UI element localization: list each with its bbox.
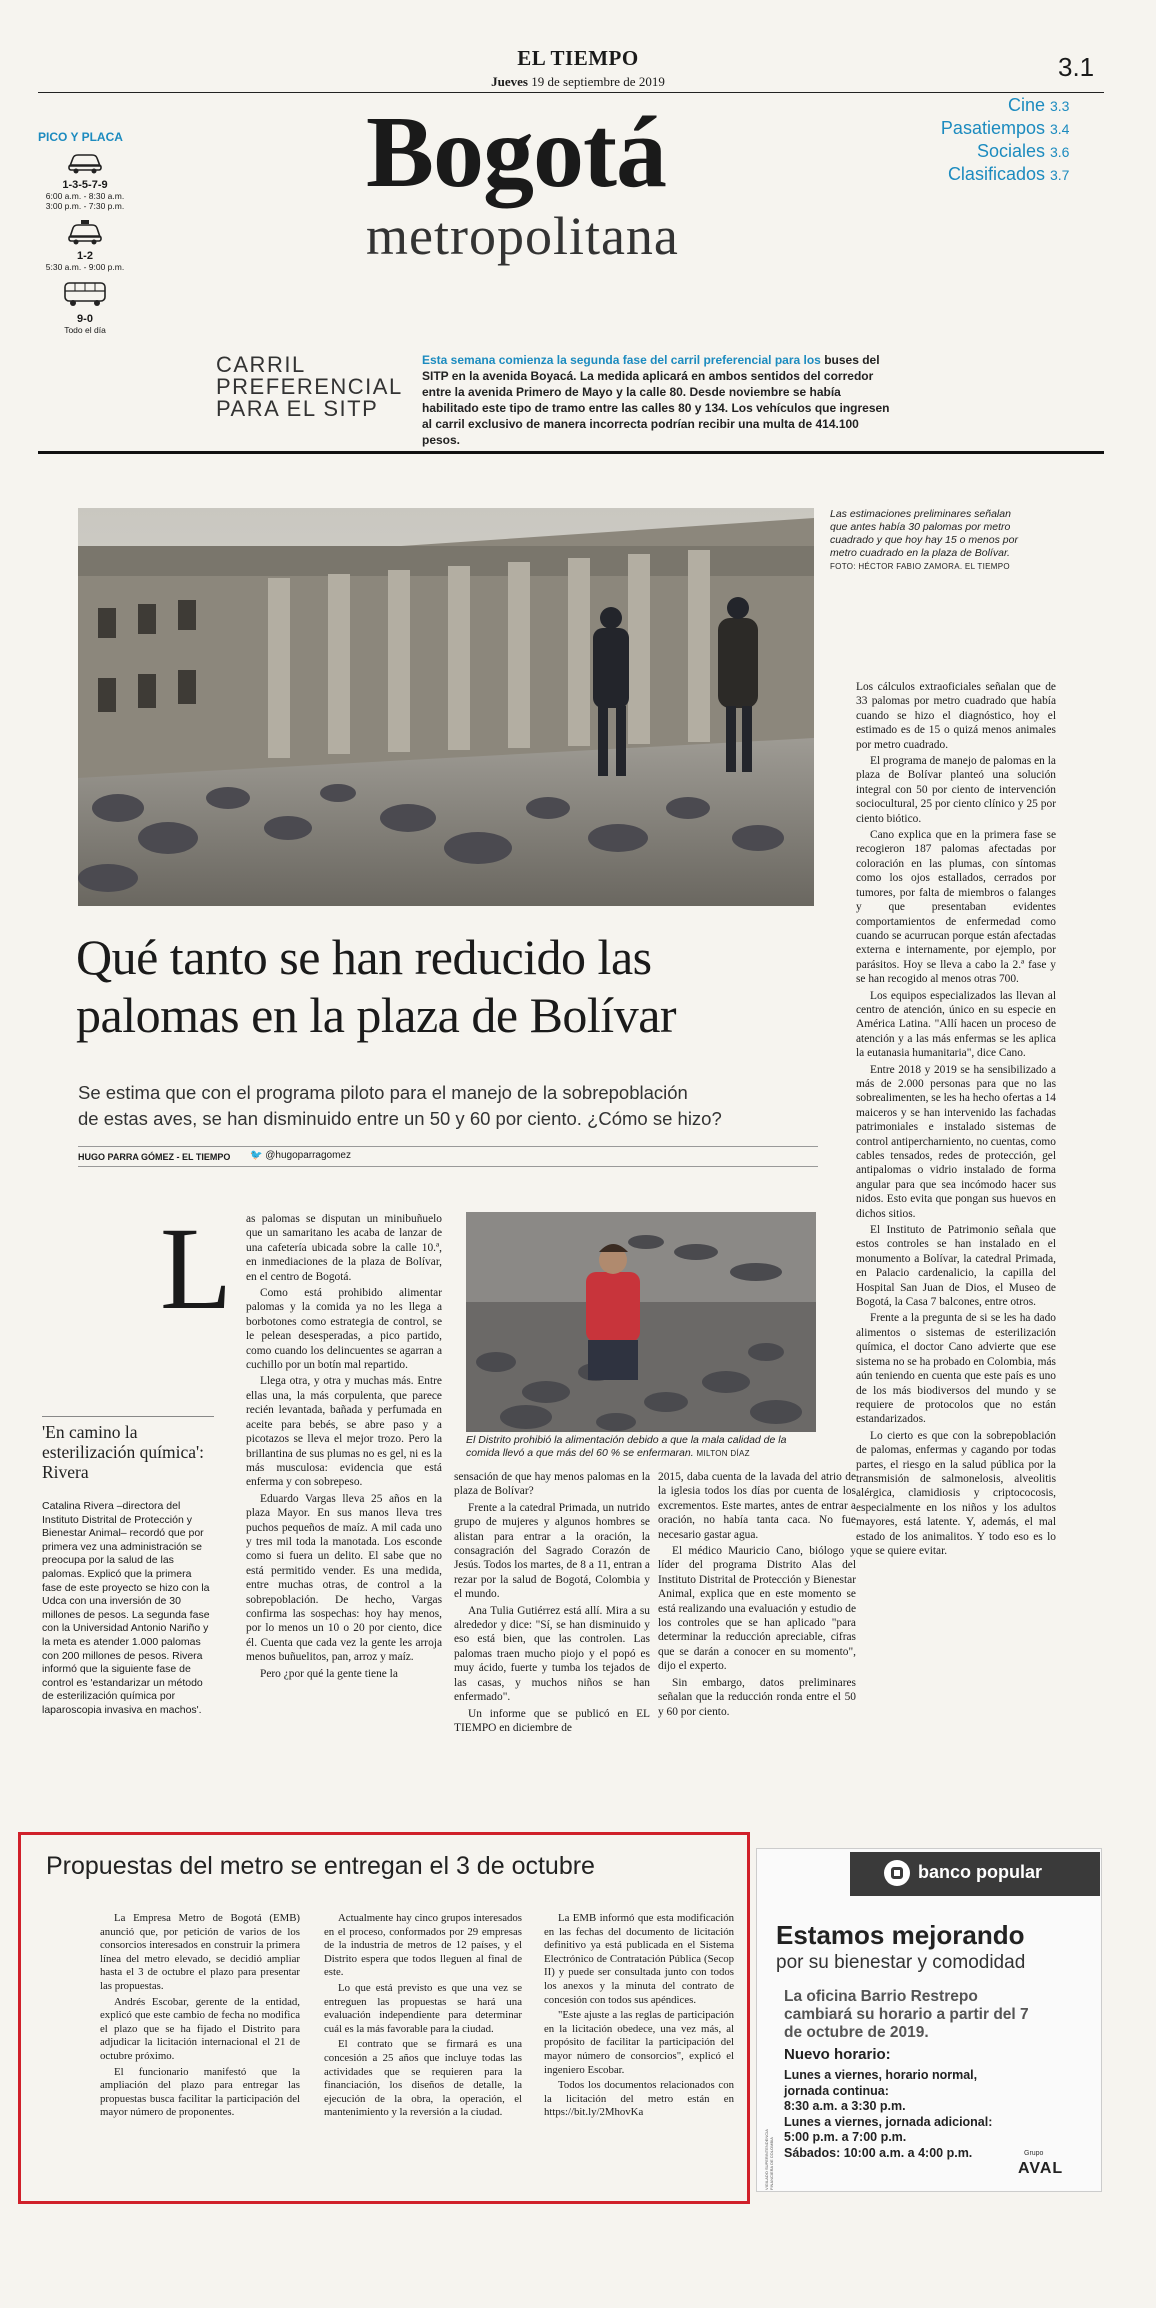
brief-kicker: CARRIL PREFERENCIAL PARA EL SITP: [216, 352, 403, 421]
index-item[interactable]: Sociales 3.6: [976, 141, 1070, 161]
section-index: [880, 94, 1080, 186]
feeding-pigeons-photo: [466, 1212, 816, 1432]
pico-y-placa: [30, 130, 140, 335]
index-item[interactable]: Cine 3.3: [1007, 95, 1070, 115]
byline-rule: [78, 1146, 818, 1147]
taxi-hours: 5:30 a.m. - 9:00 p.m.: [45, 262, 125, 272]
main-deck: Se estima que con el programa piloto para el manejo de la sobrepoblación de estas aves, se han disminuido entre un 50 y 60 por ciento. ¿Cómo se hizo?: [78, 1082, 722, 1129]
main-headline: Qué tanto se han reducido las palomas en la plaza de Bolívar: [76, 929, 677, 1043]
sidebar-body: Catalina Rivera –directora del Instituto Distrital de Protección y Bienestar Animal– recordó que por primera vez una administración se preocupa por la salud de las palomas. Explicó que la primera fase de este proyecto se hizo con la Udca con una inversión de 30 millones de pesos. La segunda fase con la Universidad Antonio Nariño y la meta es atender 1.000 palomas con 200 millones de pesos. Rivera informó que la siguiente fase de control es 'estandarizar un método de esterilización química por laparoscopia invasiva en machos'.: [42, 1500, 210, 1716]
car-hours-1: 6:00 a.m. - 8:30 a.m.: [45, 191, 125, 201]
ad-subtitle: por su bienestar y comodidad: [776, 1952, 1026, 1973]
taxi-plates: 1-2: [77, 250, 93, 262]
page-number: 3.1: [1058, 52, 1095, 82]
ad-schedule-title: Nuevo horario:: [784, 2046, 891, 2063]
story-column-b: sensación de que hay menos palomas en la plaza de Bolívar? Frente a la catedral Primada, un nutrido grupo de mujeres y algunos hombres se alistan para entrar a la oración, la consagración del Sagrado Corazón de Jesús. Todos los martes, de 8 a 11, entran a rezar por la salud de Bogotá, Colombia y el mundo. Ana Tulia Gutiérrez está allí. Mira a su alrededor y dice: "Sí, se han disminuido y eso está bien, que las controlen. Las palomas traen mucho piojo y el popó es muy ácido, fuerte y tumba los tejados de las casas, y muchos niños se han enfermado". Un informe que se publicó en EL TIEMPO en diciembre de: [454, 1471, 650, 1734]
ad-vertical-note: VIGILADO SUPERINTENDENCIA FINANCIERA DE COLOMBIA: [764, 2129, 774, 2190]
byline-rule-bottom: [78, 1166, 818, 1167]
ad-brand-name: banco popular: [918, 1862, 1043, 1882]
section-title: Bogotá: [366, 96, 666, 209]
story-column-d: Los cálculos extraoficiales señalan que de 33 palomas por metro cuadrado que había cuando se hizo el diagnóstico, hoy el estimado es de 15 o quizá menos animales por metro cuadrado. El programa de manejo de palomas en la plaza de Bolívar planteó una solución integral con 50 por ciento de intervención sociocultural, 25 por ciento clínico y 25 por ciento biótico. Cano explica que en la primera fase se recogieron 187 palomas afectadas por coloración en las plumas, con síntomas como los ojos estallados, cerrados por tumores, por falta de miembros o falanges y que presentaban evidentes comportamientos de enfermedad como cuando se acurrucan porque están afectadas externa e internamente, por ejemplo, por parásitos. Hoy se lleva a cabo la 2.ª fase y se han recogido al menos otras 700. Los equipos especializados las llevan al centro de atención, único en su especie en América Latina. "Allí hacen un proceso de atención y a las más enfermas se les aplica la eutanasia humanitaria", dice Cano. Entre 2018 y 2019 se ha sensibilizado a más de 2.000 personas para que no las sobrealimenten, se les ha hecho ofertas a 14 maiceros y se han intervenido las fachadas patrimoniales e instalado sistemas de control antipercharniento, no cuentas, como cables tensados, redes de protección, gel antipalomas o vidrio instalado de forma angular para que sea incómodo hacer sus nidos. Esto evita que pongan sus huevos en dichos sitios. El Instituto de Patrimonio señala que estos controles se han instalado en el monumento a Bolívar, la catedral Primada, en Palacio cardenalicio, la capilla del Hospital San Juan de Dios, el Museo de Bogotá, la Casa 7 balcones, entre otros. Frente a la pregunta de si se les ha dado alimentos o sistemas de esterilización química, el doctor Cano advierte que ese sistema no se ha probado en Colombia, más aún teniendo en cuenta que este país es uno de los más biodiversos del mundo y se requiere de protocolos que no están estandarizados. Lo cierto es que con la sobrepoblación de palomas, enfermas y cagando por todas partes, el riesgo en la salud pública por la transmisión de salmonelosis, alveolitis alérgica, clamidiosis y criptococosis, especialmente en los niños y los adultos mayores, está latente. Y, además, el mal estado de los animalitos. Y todo eso es lo que se quiere evitar.: [856, 681, 1056, 1557]
byline: HUGO PARRA GÓMEZ - EL TIEMPO: [78, 1152, 231, 1162]
twitter-icon: 🐦: [250, 1150, 263, 1161]
story-column-a: as palomas se disputan un minibuñuelo que un samaritano les acaba de lanzar de una cafetería ubicada sobre la calle 10.ª, en inmediaciones de la plaza de Bolívar, en el centro de Bogotá. Como está prohibido alimentar palomas y la comida ya no les llega a borbotones como estrategia de control, se le pelean desesperadas, a pico partido, como cuando los delincuentes se agarran a cuchillo por un botín mal repartido. Llega otra, y otra y muchas más. Entre ellas una, la más corpulenta, que parece recién levantada, bañada y perfumada en aceite para bebés, se abre paso y a picotazos se lleva el mejor trozo. Pero la brillantina de sus plumas no es gel, ni es la más musculosa: evidencia que está enferma y con sobrepeso. Eduardo Vargas lleva 25 años en la plaza Mayor. En sus manos lleva tres puchos pequeños de maíz. A mil cada uno y tres mil toda la manotada. Los esconde como si fuera un delito. El sabe que no está permitido vender. Es una medida, entre muchas otras, de control a la sobrepoblación. De hecho, Vargas confirma las sospechas: hoy hay menos, por lo menos un 10 o 20 por ciento, dice él. Cuenta que cada vez la gente les arroja menos buñuelitos, pan, arroz y maíz. Pero ¿por qué la gente tiene la: [246, 1213, 442, 1680]
edition-date: Jueves 19 de septiembre de 2019: [491, 74, 665, 89]
ad-schedule: Lunes a viernes, horario normal, jornada continua: 8:30 a.m. a 3:30 p.m. Lunes a viernes, jornada adicional: 5:00 p.m. a 7:00 p.m. Sábados: 10:00 a.m. a 4:00 p.m.: [784, 2068, 993, 2160]
header-rule: [38, 92, 1104, 93]
sidebar-rule: [42, 1416, 214, 1417]
inset-photo-caption: El Distrito prohibió la alimentación debido a que la mala calidad de la comida llevó a que más del 60 % se enfermaran. MILTON DÍAZ: [466, 1434, 787, 1459]
metro-column-2: Actualmente hay cinco grupos interesados en el proceso, conformados por 29 empresas de la industria de metros de 12 países, y el Distrito espera que todos lleguen al final de este. Lo que está previsto es que una vez se entreguen las propuestas se hará una evaluación independiente para determinar cuál es la más favorable para la ciudad. El contrato que se firmará es una concesión a 25 años que incluye todas las actividades que se requieren para la financiación, los diseños de detalle, la ejecución de la obra, la operación, el mantenimiento y la reversión a la ciudad.: [324, 1912, 522, 2119]
car-hours-2: 3:00 p.m. - 7:30 p.m.: [45, 201, 125, 211]
pico-y-placa-title: PICO Y PLACA: [38, 130, 123, 144]
car-icon: [66, 150, 104, 174]
dropcap: L: [160, 1203, 233, 1334]
bus-icon: [62, 280, 108, 308]
plaza-bolivar-photo: [78, 508, 814, 906]
ad-title: Estamos mejorando: [776, 1920, 1025, 1950]
paper-name: EL TIEMPO: [517, 46, 639, 70]
main-photo-caption: Las estimaciones preliminares señalan que antes había 30 palomas por metro cuadrado y que hoy hay 15 o menos por metro cuadrado en la plaza de Bolívar. FOTO: HÉCTOR FABIO ZAMORA. EL TIEMPO: [830, 508, 1018, 571]
bus-plates: 9-0: [77, 313, 93, 325]
metro-column-3: La EMB informó que esta modificación en las fechas del documento de licitación definitivo ya está publicada en el Sistema Electrónico de Contratación Pública (Secop II) y puede ser consultada junto con todos los anexos y la minuta del contrato de concesión con todos sus apéndices. "Este ajuste a las reglas de participación en la licitación obedece, una vez más, al propósito de facilitar la participación del mayor número de consorcios", explicó el ingeniero Escobar. Todos los documentos relacionados con la licitación del metro están en https://bit.ly/2MhovKa: [544, 1912, 734, 2119]
ad-notice: La oficina Barrio Restrepo cambiará su horario a partir del 7 de octubre de 2019.: [784, 1988, 1029, 2041]
twitter-handle[interactable]: 🐦 @hugoparragomez: [250, 1150, 351, 1161]
ad-group-label: Grupo: [1024, 2150, 1044, 2157]
taxi-icon: [66, 219, 104, 245]
index-item[interactable]: Clasificados 3.7: [947, 164, 1070, 184]
bus-hours: Todo el día: [64, 325, 106, 335]
sidebar-heading: 'En camino la esterilización química': Rivera: [42, 1422, 205, 1482]
car-plates: 1-3-5-7-9: [62, 179, 108, 191]
metro-column-1: La Empresa Metro de Bogotá (EMB) anunció que, por petición de varios de los consorcios interesados en construir la primera línea del metro elevado, se decidió ampliar hasta el 3 de octubre el plazo para presentar las propuestas. Andrés Escobar, gerente de la entidad, explicó que este cambio de fecha no modifica el plazo que se ha fijado el Distrito para adjudicar la licitación internacional el 21 de octubre próximo. El funcionario manifestó que la ampliación del plazo para entregar las propuestas busca facilitar la participación del mayor número de proponentes.: [100, 1912, 300, 2119]
metro-headline: Propuestas del metro se entregan el 3 de octubre: [46, 1852, 595, 1880]
section-divider: [38, 451, 1104, 454]
index-item[interactable]: Pasatiempos 3.4: [940, 118, 1070, 138]
story-column-c: 2015, daba cuenta de la lavada del atrio de la iglesia todos los días por cuenta de los excrementos. Este martes, antes de entrar a oración, no había tanta caca. No fue necesario gastar agua. El médico Mauricio Cano, biólogo y líder del programa Distrito Alas del Instituto Distrital de Protección y Bienestar Animal, explica que en este momento se está realizando una evaluación y estudio de los controles que se han aplicado "para determinar la reducción apreciable, cifras que se darán a conocer en su momento", dijo el experto. Sin embargo, datos preliminares señalan que la reducción ronda entre el 50 y 60 por ciento.: [658, 1471, 856, 1718]
section-subtitle: metropolitana: [366, 206, 679, 266]
brief-text: Esta semana comienza la segunda fase del carril preferencial para los buses del SITP en la avenida Boyacá. La medida aplicará en ambos sentidos del corredor entre la avenida Primero de Mayo y la calle 80. Desde noviembre se había habilitado este tipo de tramo entre las calles 80 y 134. Los vehículos que ingresen al carril exclusivo de manera incorrecta podrían recibir una multa de 414.100 pesos.: [422, 353, 890, 447]
banco-popular-logo-icon: [884, 1860, 910, 1886]
aval-logo: AVAL: [1018, 2160, 1064, 2177]
